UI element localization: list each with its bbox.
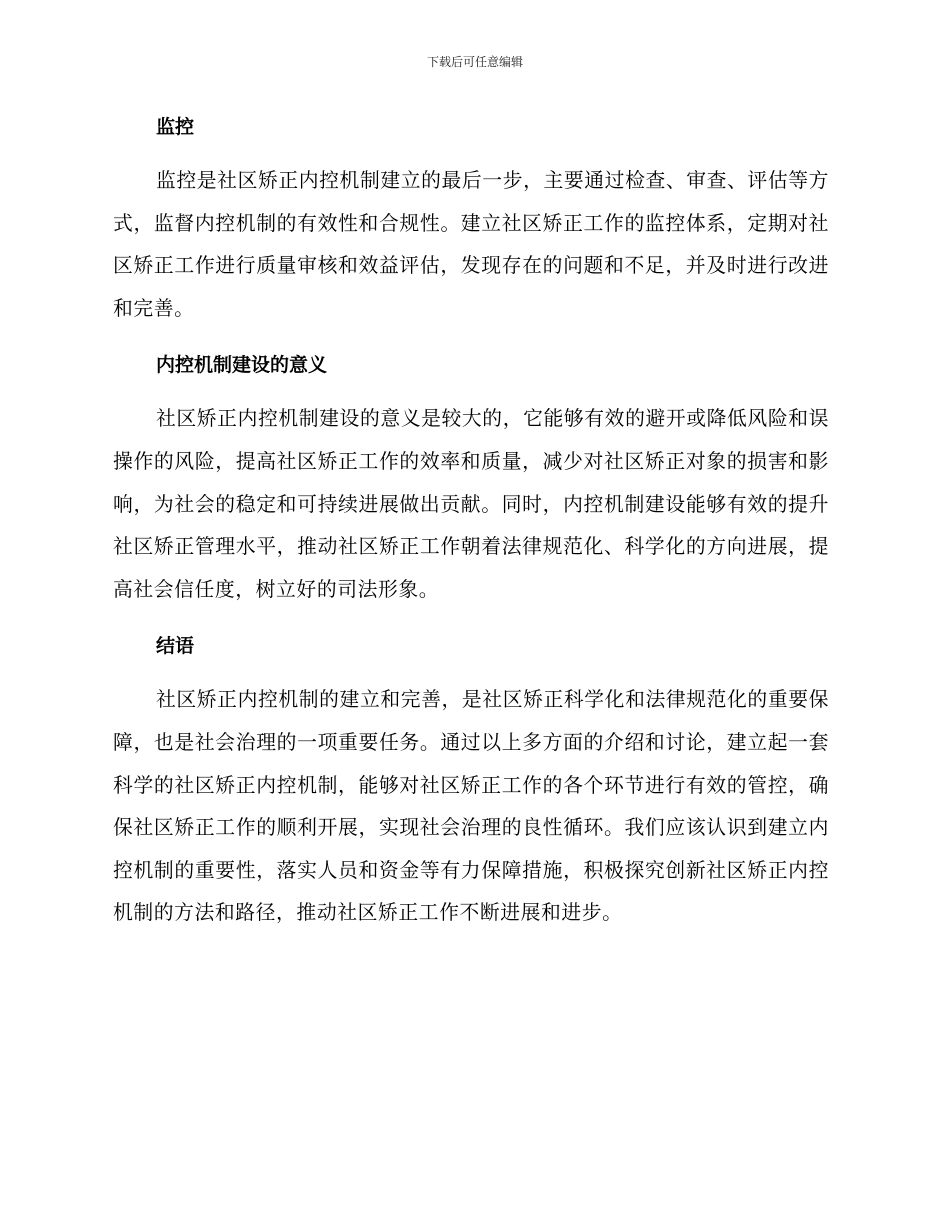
section-paragraph: 社区矫正内控机制的建立和完善，是社区矫正科学化和法律规范化的重要保障，也是社会治理的一项重要任务。通过以上多方面的介绍和讨论，建立起一套科学的社区矫正内控机制，能够对社区矫正工作的各个环节进行有效的管控，确保社区矫正工作的顺利开展，实现社会治理的良性循环。我们应该认识到建立内控机制的重要性，落实人员和资金等有力保障措施，积极探究创新社区矫正内控机制的方法和路径，推动社区矫正工作不断进展和进步。: [113, 688, 829, 925]
document-body: [113, 106, 829, 949]
section-paragraph: 社区矫正内控机制建设的意义是较大的，它能够有效的避开或降低风险和误操作的风险，提高社区矫正工作的效率和质量，减少对社区矫正对象的损害和影响，为社会的稳定和可持续进展做出贡献。同时，内控机制建设能够有效的提升社区矫正管理水平，推动社区矫正工作朝着法律规范化、科学化的方向进展，提高社会信任度，树立好的司法形象。: [113, 407, 829, 601]
section-heading: 内控机制建设的意义: [156, 354, 328, 377]
header-note: 下载后可任意编辑: [426, 55, 523, 69]
section-significance: [113, 344, 829, 611]
section-monitoring: [113, 106, 829, 330]
section-heading: 结语: [156, 635, 195, 658]
section-paragraph: 监控是社区矫正内控机制建立的最后一步，主要通过检查、审查、评估等方式，监督内控机制的有效性和合规性。建立社区矫正工作的监控体系，定期对社区矫正工作进行质量审核和效益评估，发现存在的问题和不足，并及时进行改进和完善。: [113, 169, 829, 320]
section-heading: 监控: [156, 116, 195, 138]
section-conclusion: [113, 625, 829, 935]
